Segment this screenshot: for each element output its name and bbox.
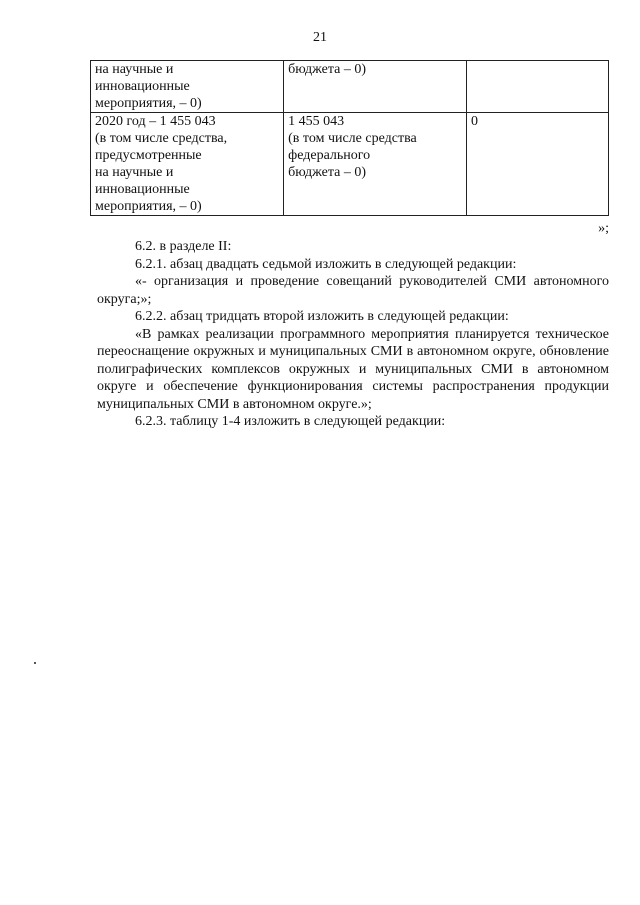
document-body bbox=[97, 238, 609, 431]
paragraph-quoted-text: «В рамках реализации программного мероприятия планируется техническое переоснащение окружных и муниципальных СМИ в автономном округе, обновление полиграфических комплексов окружных и муниципальных СМИ в автономном округе и обеспечение функционирования системы распространения продукции муниципальных СМИ в автономном округе.»; bbox=[97, 326, 609, 412]
table-cell: 0 bbox=[466, 113, 608, 216]
table-cell: бюджета – 0) bbox=[284, 61, 467, 113]
table-cell: 1 455 043 (в том числе средства федерального бюджета – 0) bbox=[284, 113, 467, 216]
table-cell: на научные и инновационные мероприятия, – 0) bbox=[91, 61, 284, 113]
page-number: 21 bbox=[313, 30, 327, 45]
paragraph-amendment-6-2-1: 6.2.1. абзац двадцать седьмой изложить в следующей редакции: bbox=[135, 256, 517, 272]
table-row bbox=[91, 61, 609, 113]
table-cell: 2020 год – 1 455 043 (в том числе средства, предусмотренные на научные и инновационные мероприятия, – 0) bbox=[91, 113, 284, 216]
paragraph-amendment-6-2-2: 6.2.2. абзац тридцать второй изложить в следующей редакции: bbox=[135, 309, 509, 324]
budget-table bbox=[90, 60, 609, 216]
scan-speck bbox=[34, 662, 36, 664]
paragraph-section-heading: 6.2. в разделе II: bbox=[135, 239, 232, 254]
closing-quote-mark: »; bbox=[598, 221, 609, 236]
paragraph-quoted-text: «- организация и проведение совещаний руководителей СМИ автономного округа;»; bbox=[97, 274, 609, 307]
paragraph-amendment-6-2-3: 6.2.3. таблицу 1-4 изложить в следующей редакции: bbox=[135, 414, 446, 429]
table-row bbox=[91, 113, 609, 216]
table-cell bbox=[466, 61, 608, 113]
